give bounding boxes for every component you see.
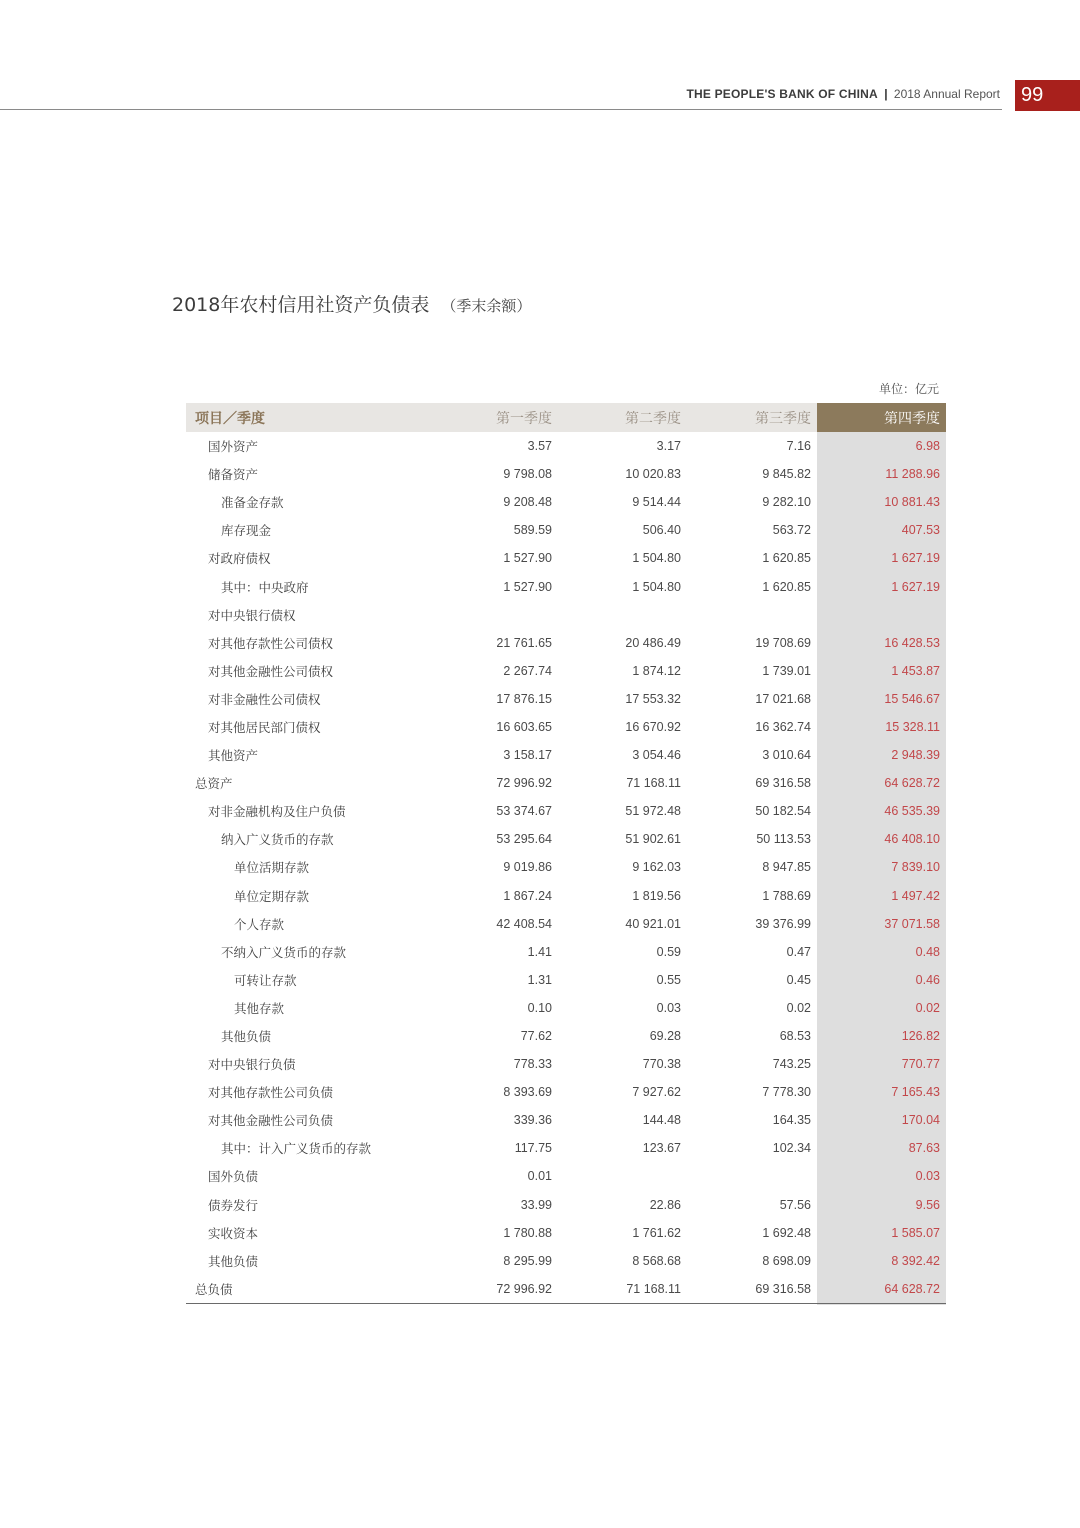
table-row [186,629,946,657]
cell-q1: 1 527.90 [503,551,552,566]
cell-q3: 1 739.01 [762,663,811,678]
row-label: 其他资产 [208,748,259,764]
row-label: 对中央银行债权 [208,607,296,623]
row-label: 债券发行 [208,1197,259,1213]
cell-q4: 11 288.96 [885,467,940,482]
cell-q1: 1.31 [527,972,552,987]
cell-q3: 50 113.53 [756,832,811,847]
column-header-q4: 第四季度 [817,403,946,432]
cell-q3: 164.35 [772,1113,811,1128]
table-row [186,1219,946,1247]
table-row [186,713,946,741]
row-label: 准备金存款 [221,495,284,511]
row-label: 储备资产 [208,467,259,483]
cell-q1: 778.33 [513,1057,552,1072]
cell-q2: 1 819.56 [632,888,681,903]
column-header-q3: 第三季度 [687,403,817,432]
cell-q3: 102.34 [772,1141,811,1156]
row-label: 对非金融机构及住户负债 [208,804,346,820]
title-main: 2018年农村信用社资产负债表 [172,294,430,316]
cell-q3: 19 708.69 [755,635,811,650]
cell-q2: 3.17 [656,439,681,454]
table-row [186,853,946,881]
cell-q4 [817,601,946,629]
cell-q2: 9 162.03 [632,860,681,875]
row-label: 总负债 [186,1275,429,1304]
table-row [186,1275,946,1304]
cell-q2: 71 168.11 [626,776,681,791]
cell-q1 [429,601,558,629]
row-label: 对其他金融性公司负债 [208,1113,334,1129]
cell-q2: 8 568.68 [632,1253,681,1268]
table-row [186,1247,946,1275]
header-report: 2018 Annual Report [893,87,1000,101]
table-row [186,488,946,516]
cell-q1: 1.41 [527,944,552,959]
cell-q4: 0.46 [915,972,940,987]
row-label: 纳入广义货币的存款 [221,832,334,848]
cell-q1: 72 996.92 [496,776,552,791]
cell-q4: 15 546.67 [884,691,940,706]
cell-q3: 8 947.85 [762,860,811,875]
column-header-q2: 第二季度 [558,403,687,432]
row-label: 国外负债 [208,1169,259,1185]
cell-q1: 53 374.67 [496,804,552,819]
cell-q1: 8 295.99 [503,1253,552,1268]
cell-q4: 1 453.87 [891,663,940,678]
row-label: 对其他存款性公司债权 [208,635,334,651]
cell-q3: 0.02 [786,1000,811,1015]
cell-q1: 42 408.54 [496,916,552,931]
cell-q2: 20 486.49 [625,635,681,650]
cell-q3: 563.72 [772,523,811,538]
cell-q1: 1 867.24 [503,888,552,903]
cell-q2: 123.67 [642,1141,681,1156]
cell-q3: 7 778.30 [762,1085,811,1100]
cell-q4: 126.82 [901,1029,940,1044]
cell-q4: 0.03 [915,1169,940,1184]
row-label: 国外资产 [208,439,259,455]
cell-q1: 9 798.08 [503,467,552,482]
cell-q3: 0.45 [786,972,811,987]
cell-q2: 0.03 [656,1000,681,1015]
cell-q4: 7 839.10 [891,860,940,875]
row-label: 对其他存款性公司负债 [208,1085,334,1101]
cell-q4: 0.02 [915,1000,940,1015]
cell-q4: 1 627.19 [891,579,940,594]
table-row [186,769,946,797]
cell-q2: 1 761.62 [632,1225,681,1240]
table-row [186,1162,946,1190]
cell-q2: 1 504.80 [632,579,681,594]
table-row [186,432,946,460]
cell-q1: 1 780.88 [503,1225,552,1240]
cell-q4: 37 071.58 [884,916,940,931]
cell-q4: 6.98 [915,439,940,454]
cell-q1: 17 876.15 [496,691,552,706]
cell-q4: 87.63 [908,1141,940,1156]
cell-q1: 77.62 [520,1029,552,1044]
cell-q3: 743.25 [772,1057,811,1072]
row-label: 对非金融性公司债权 [208,691,321,707]
cell-q3: 57.56 [779,1197,811,1212]
row-label: 其中：计入广义货币的存款 [221,1141,372,1157]
cell-q3 [687,601,817,629]
balance-sheet-table-wrap [186,403,946,1304]
cell-q4: 1 627.19 [891,551,940,566]
cell-q2 [558,601,687,629]
row-label: 实收资本 [208,1225,259,1241]
cell-q1: 21 761.65 [496,635,552,650]
cell-q3 [687,1162,817,1190]
cell-q4: 407.53 [901,523,940,538]
cell-q3: 9 282.10 [762,495,811,510]
cell-q3: 39 376.99 [755,916,811,931]
row-label: 可转让存款 [234,972,297,988]
row-label: 单位定期存款 [234,888,310,904]
cell-q1: 53 295.64 [496,832,552,847]
title-subtitle: （季末余额） [441,297,532,315]
cell-q1: 0.01 [527,1169,552,1184]
cell-q3: 69 316.58 [687,1275,817,1304]
cell-q1: 16 603.65 [496,719,552,734]
cell-q3: 50 182.54 [755,804,811,819]
cell-q1: 339.36 [513,1113,552,1128]
header-rule [0,109,1002,110]
table-row [186,1191,946,1219]
column-header-q1: 第一季度 [429,403,558,432]
cell-q4: 8 392.42 [891,1253,940,1268]
cell-q2: 22.86 [649,1197,681,1212]
row-label: 个人存款 [234,916,285,932]
cell-q1: 8 393.69 [503,1085,552,1100]
unit-label: 单位：亿元 [878,382,939,396]
table-row [186,994,946,1022]
page-header [0,80,1080,112]
cell-q3: 17 021.68 [755,691,811,706]
header-org: THE PEOPLE'S BANK OF CHINA [686,87,878,101]
cell-q2: 3 054.46 [632,748,681,763]
cell-q3: 16 362.74 [755,719,811,734]
cell-q4: 46 535.39 [884,804,940,819]
row-label: 库存现金 [221,523,272,539]
page-number: 99 [1015,80,1080,111]
table-row [186,1022,946,1050]
cell-q4: 2 948.39 [891,748,940,763]
cell-q2: 10 020.83 [625,467,681,482]
cell-q3: 7.16 [786,439,811,454]
cell-q1: 72 996.92 [429,1275,558,1304]
cell-q3: 1 620.85 [762,579,811,594]
table-row [186,657,946,685]
cell-q2: 7 927.62 [632,1085,681,1100]
cell-q2: 9 514.44 [632,495,681,510]
cell-q4: 0.48 [915,944,940,959]
cell-q2: 40 921.01 [625,916,681,931]
cell-q4: 15 328.11 [885,719,940,734]
page-title [172,290,531,317]
table-row [186,685,946,713]
cell-q2: 16 670.92 [625,719,681,734]
table-row [186,516,946,544]
cell-q2: 770.38 [642,1057,681,1072]
cell-q4: 64 628.72 [817,1275,946,1304]
table-row [186,1134,946,1162]
cell-q3: 0.47 [786,944,811,959]
table-row [186,572,946,600]
row-label: 其他存款 [234,1000,285,1016]
table-row [186,966,946,994]
cell-q4: 10 881.43 [884,495,940,510]
cell-q3: 68.53 [779,1029,811,1044]
cell-q1: 3.57 [527,439,552,454]
table-row [186,460,946,488]
balance-sheet-table [186,403,946,1304]
cell-q1: 9 208.48 [503,495,552,510]
row-label: 其他负债 [208,1253,259,1269]
cell-q4: 7 165.43 [891,1085,940,1100]
row-label: 对其他居民部门债权 [208,719,321,735]
cell-q1: 33.99 [520,1197,552,1212]
cell-q4: 64 628.72 [884,776,940,791]
table-row [186,544,946,572]
table-row [186,825,946,853]
cell-q3: 1 788.69 [762,888,811,903]
header-text [686,87,1000,101]
cell-q1: 3 158.17 [503,748,552,763]
cell-q1: 0.10 [527,1000,552,1015]
row-label: 总资产 [195,776,233,792]
table-row [186,882,946,910]
cell-q3: 8 698.09 [762,1253,811,1268]
cell-q2: 1 504.80 [632,551,681,566]
cell-q2: 17 553.32 [625,691,681,706]
cell-q3: 3 010.64 [762,748,811,763]
cell-q2: 51 902.61 [625,832,681,847]
cell-q1: 9 019.86 [503,860,552,875]
row-label: 对其他金融性公司债权 [208,663,334,679]
header-separator: | [884,87,888,101]
cell-q2: 506.40 [642,523,681,538]
cell-q2: 0.59 [656,944,681,959]
cell-q2: 69.28 [649,1029,681,1044]
cell-q4: 9.56 [915,1197,940,1212]
table-header-row [186,403,946,432]
cell-q1: 117.75 [514,1141,552,1156]
cell-q1: 2 267.74 [503,663,552,678]
cell-q4: 1 585.07 [891,1225,940,1240]
cell-q1: 589.59 [513,523,552,538]
cell-q2: 144.48 [642,1113,681,1128]
table-row [186,1106,946,1134]
cell-q2: 51 972.48 [625,804,681,819]
cell-q2: 1 874.12 [632,663,681,678]
cell-q3: 1 692.48 [762,1225,811,1240]
cell-q3: 9 845.82 [762,467,811,482]
table-row [186,938,946,966]
cell-q4: 1 497.42 [891,888,940,903]
cell-q2 [558,1162,687,1190]
row-label: 其中：中央政府 [221,579,309,595]
cell-q3: 69 316.58 [755,776,811,791]
row-label: 其他负债 [221,1029,272,1045]
cell-q4: 770.77 [901,1057,940,1072]
table-row [186,910,946,938]
row-label: 不纳入广义货币的存款 [221,944,347,960]
column-header-item: 项目／季度 [186,403,429,432]
cell-q1: 1 527.90 [503,579,552,594]
table-row [186,601,946,629]
cell-q3: 1 620.85 [762,551,811,566]
row-label: 对中央银行负债 [208,1057,296,1073]
cell-q4: 170.04 [901,1113,940,1128]
table-row [186,1078,946,1106]
row-label: 对政府债权 [208,551,271,567]
row-label: 单位活期存款 [234,860,310,876]
table-row [186,797,946,825]
table-row [186,1050,946,1078]
cell-q2: 0.55 [656,972,681,987]
cell-q4: 46 408.10 [884,832,940,847]
cell-q2: 71 168.11 [558,1275,687,1304]
cell-q4: 16 428.53 [884,635,940,650]
table-body [186,432,946,1303]
table-row [186,741,946,769]
